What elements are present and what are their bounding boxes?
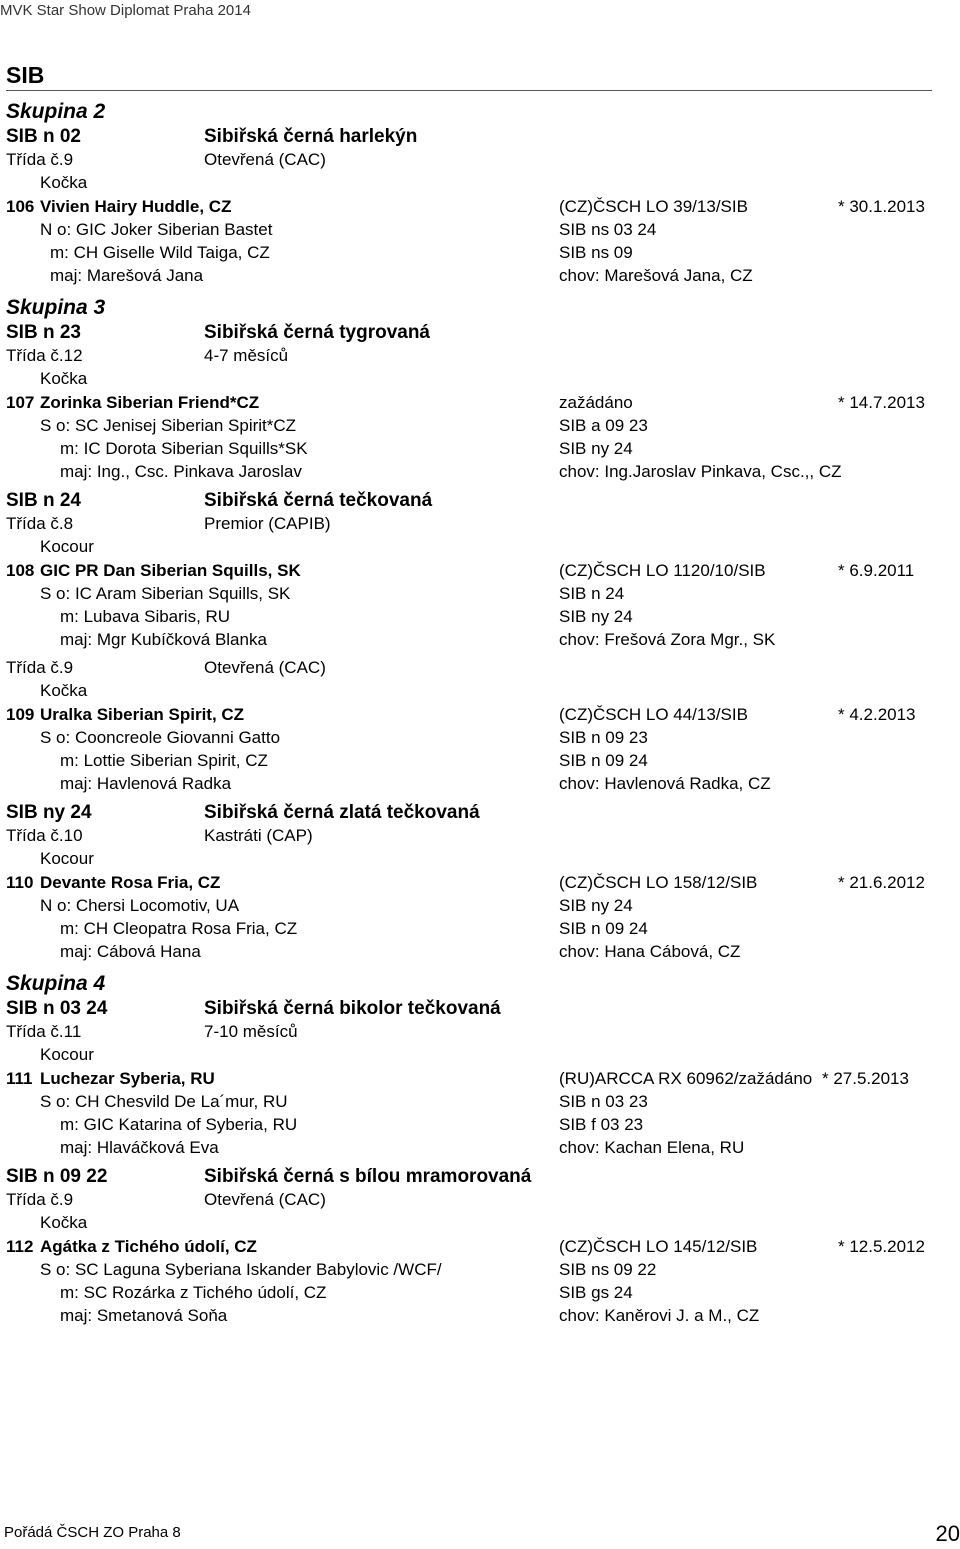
entry-number: 112 (6, 1237, 34, 1256)
color-code: SIB ny 24 (6, 802, 92, 823)
class-row (6, 657, 946, 679)
color-name: Sibiřská černá harlekýn (204, 126, 418, 147)
entry-number: 106 (6, 197, 35, 216)
class-name: 4-7 měsíců (204, 346, 289, 365)
color-heading (6, 489, 946, 513)
breeder: chov: Kaněrovi J. a M., CZ (559, 1306, 760, 1325)
color-code: SIB n 23 (6, 322, 81, 343)
dam-line (6, 917, 946, 940)
group-title: Skupina 4 (6, 972, 106, 995)
sire: S o: CH Chesvild De La´mur, RU (40, 1092, 288, 1111)
sire-line (6, 582, 946, 605)
gender-label: Kočka (40, 1213, 88, 1232)
organizer-footer: Pořádá ČSCH ZO Praha 8 (4, 1524, 181, 1541)
dam-color: SIB ny 24 (559, 439, 633, 458)
entry-name-line (6, 703, 946, 726)
catalog-entry (6, 871, 946, 963)
sire: S o: IC Aram Siberian Squills, SK (40, 584, 291, 603)
dam: m: CH Cleopatra Rosa Fria, CZ (60, 919, 298, 938)
color-code: SIB n 09 22 (6, 1166, 108, 1187)
catalog-entry (6, 1235, 946, 1327)
class-row (6, 1189, 946, 1211)
birth-date: * 30.1.2013 (838, 197, 925, 216)
breeder: chov: Frešová Zora Mgr., SK (559, 630, 776, 649)
class-name: Otevřená (CAC) (204, 1190, 326, 1209)
catalog-entry (6, 703, 946, 795)
sire: S o: Cooncreole Giovanni Gatto (40, 728, 281, 747)
owner: maj: Cábová Hana (60, 942, 201, 961)
owner: maj: Ing., Csc. Pinkava Jaroslav (60, 462, 302, 481)
cat-name: GIC PR Dan Siberian Squills, SK (40, 561, 301, 580)
birth-date: * 21.6.2012 (838, 873, 925, 892)
dam-color: SIB n 09 24 (559, 751, 648, 770)
cat-name: Devante Rosa Fria, CZ (40, 873, 221, 892)
owner: maj: Havlenová Radka (60, 774, 232, 793)
gender-label: Kočka (40, 173, 88, 192)
sire-color: SIB a 09 23 (559, 416, 648, 435)
owner: maj: Hlaváčková Eva (60, 1138, 219, 1157)
dam-line (6, 605, 946, 628)
registration-number: (CZ)ČSCH LO 145/12/SIB (559, 1237, 758, 1256)
gender-label: Kočka (40, 369, 88, 388)
color-name: Sibiřská černá s bílou mramorovaná (204, 1166, 532, 1187)
class-row (6, 513, 946, 535)
owner: maj: Marešová Jana (50, 266, 204, 285)
sire-line (6, 218, 946, 241)
registration-number: (RU)ARCCA RX 60962/zažádáno (559, 1069, 813, 1088)
entry-name-line (6, 1235, 946, 1258)
sire: N o: GIC Joker Siberian Bastet (40, 220, 273, 239)
owner-line (6, 1136, 946, 1159)
color-name: Sibiřská černá tygrovaná (204, 322, 430, 343)
owner-line (6, 460, 946, 483)
breed-divider (6, 90, 932, 91)
registration-number: (CZ)ČSCH LO 158/12/SIB (559, 873, 758, 892)
entry-name-line (6, 1067, 946, 1090)
entry-name-line (6, 871, 946, 894)
class-name: Premior (CAPIB) (204, 514, 331, 533)
group-title: Skupina 3 (6, 296, 106, 319)
page-number: 20 (935, 1521, 960, 1546)
birth-date: * 27.5.2013 (822, 1069, 909, 1088)
sire-color: SIB n 09 23 (559, 728, 648, 747)
registration-number: (CZ)ČSCH LO 1120/10/SIB (559, 561, 766, 580)
page-header: MVK Star Show Diplomat Praha 2014 (0, 2, 251, 19)
dam: m: GIC Katarina of Syberia, RU (60, 1115, 298, 1134)
sire: S o: SC Laguna Syberiana Iskander Babylovic /WCF/ (40, 1260, 442, 1279)
dam-line (6, 241, 946, 264)
birth-date: * 4.2.2013 (838, 705, 916, 724)
sire-line (6, 894, 946, 917)
dam: m: SC Rozárka z Tichého údolí, CZ (60, 1283, 327, 1302)
dam-color: SIB f 03 23 (559, 1115, 644, 1134)
class-row (6, 825, 946, 847)
gender-label: Kočka (40, 681, 88, 700)
breeder: chov: Havlenová Radka, CZ (559, 774, 771, 793)
class-name: Otevřená (CAC) (204, 150, 326, 169)
cat-name: Agátka z Tichého údolí, CZ (40, 1237, 257, 1256)
dam-line (6, 1281, 946, 1304)
dam-color: SIB ny 24 (559, 607, 633, 626)
color-code: SIB n 03 24 (6, 998, 108, 1019)
sire-color: SIB ns 03 24 (559, 220, 657, 239)
catalog-entry (6, 391, 946, 483)
class-row (6, 149, 946, 171)
color-heading (6, 125, 946, 149)
class-label: Třída č.9 (6, 658, 74, 677)
breeder: chov: Hana Cábová, CZ (559, 942, 741, 961)
breeder: chov: Kachan Elena, RU (559, 1138, 745, 1157)
cat-name: Vivien Hairy Huddle, CZ (40, 197, 232, 216)
sire-line (6, 1258, 946, 1281)
owner-line (6, 940, 946, 963)
dam: m: Lottie Siberian Spirit, CZ (60, 751, 268, 770)
dam-color: SIB gs 24 (559, 1283, 633, 1302)
sire-color: SIB n 24 (559, 584, 625, 603)
catalog-content (6, 93, 946, 1327)
class-row (6, 345, 946, 367)
color-heading (6, 321, 946, 345)
class-name: 7-10 měsíců (204, 1022, 298, 1041)
dam: m: IC Dorota Siberian Squills*SK (60, 439, 308, 458)
dam-line (6, 1113, 946, 1136)
sire-line (6, 726, 946, 749)
cat-name: Luchezar Syberia, RU (40, 1069, 215, 1088)
gender-label: Kocour (40, 849, 94, 868)
entry-number: 107 (6, 393, 35, 412)
color-heading (6, 997, 946, 1021)
class-label: Třída č.9 (6, 150, 74, 169)
catalog-entry (6, 559, 946, 651)
color-heading (6, 1165, 946, 1189)
breed-title: SIB (6, 62, 45, 88)
birth-date: * 14.7.2013 (838, 393, 925, 412)
dam: m: CH Giselle Wild Taiga, CZ (50, 243, 270, 262)
sire: S o: SC Jenisej Siberian Spirit*CZ (40, 416, 297, 435)
class-row (6, 1021, 946, 1043)
breeder: chov: Ing.Jaroslav Pinkava, Csc.,, CZ (559, 462, 842, 481)
color-name: Sibiřská černá tečkovaná (204, 490, 433, 511)
owner-line (6, 628, 946, 651)
dam-color: SIB ns 09 (559, 243, 633, 262)
group-title: Skupina 2 (6, 100, 106, 123)
owner-line (6, 264, 946, 287)
owner: maj: Smetanová Soňa (60, 1306, 228, 1325)
color-heading (6, 801, 946, 825)
catalog-entry (6, 195, 946, 287)
dam-line (6, 749, 946, 772)
entry-name-line (6, 559, 946, 582)
class-label: Třída č.11 (6, 1022, 82, 1041)
class-label: Třída č.12 (6, 346, 83, 365)
class-label: Třída č.8 (6, 514, 74, 533)
owner-line (6, 1304, 946, 1327)
registration-number: zažádáno (559, 393, 633, 412)
sire-color: SIB n 03 23 (559, 1092, 648, 1111)
sire-color: SIB ny 24 (559, 896, 633, 915)
sire-color: SIB ns 09 22 (559, 1260, 657, 1279)
cat-name: Zorinka Siberian Friend*CZ (40, 393, 260, 412)
gender-label: Kocour (40, 537, 94, 556)
registration-number: (CZ)ČSCH LO 39/13/SIB (559, 197, 748, 216)
sire-line (6, 1090, 946, 1113)
breeder: chov: Marešová Jana, CZ (559, 266, 753, 285)
color-code: SIB n 24 (6, 490, 81, 511)
entry-number: 108 (6, 561, 35, 580)
class-label: Třída č.10 (6, 826, 83, 845)
entry-name-line (6, 391, 946, 414)
cat-name: Uralka Siberian Spirit, CZ (40, 705, 245, 724)
class-name: Otevřená (CAC) (204, 658, 326, 677)
sire-line (6, 414, 946, 437)
entry-name-line (6, 195, 946, 218)
dam-color: SIB n 09 24 (559, 919, 648, 938)
dam-line (6, 437, 946, 460)
entry-number: 111 (6, 1069, 33, 1088)
entry-number: 109 (6, 705, 35, 724)
color-name: Sibiřská černá bikolor tečkovaná (204, 998, 501, 1019)
catalog-entry (6, 1067, 946, 1159)
gender-label: Kocour (40, 1045, 94, 1064)
owner-line (6, 772, 946, 795)
registration-number: (CZ)ČSCH LO 44/13/SIB (559, 705, 748, 724)
color-code: SIB n 02 (6, 126, 81, 147)
entry-number: 110 (6, 873, 34, 892)
owner: maj: Mgr Kubíčková Blanka (60, 630, 267, 649)
class-name: Kastráti (CAP) (204, 826, 313, 845)
sire: N o: Chersi Locomotiv, UA (40, 896, 240, 915)
birth-date: * 12.5.2012 (838, 1237, 925, 1256)
color-name: Sibiřská černá zlatá tečkovaná (204, 802, 480, 823)
birth-date: * 6.9.2011 (838, 561, 915, 580)
class-label: Třída č.9 (6, 1190, 74, 1209)
dam: m: Lubava Sibaris, RU (60, 607, 231, 626)
